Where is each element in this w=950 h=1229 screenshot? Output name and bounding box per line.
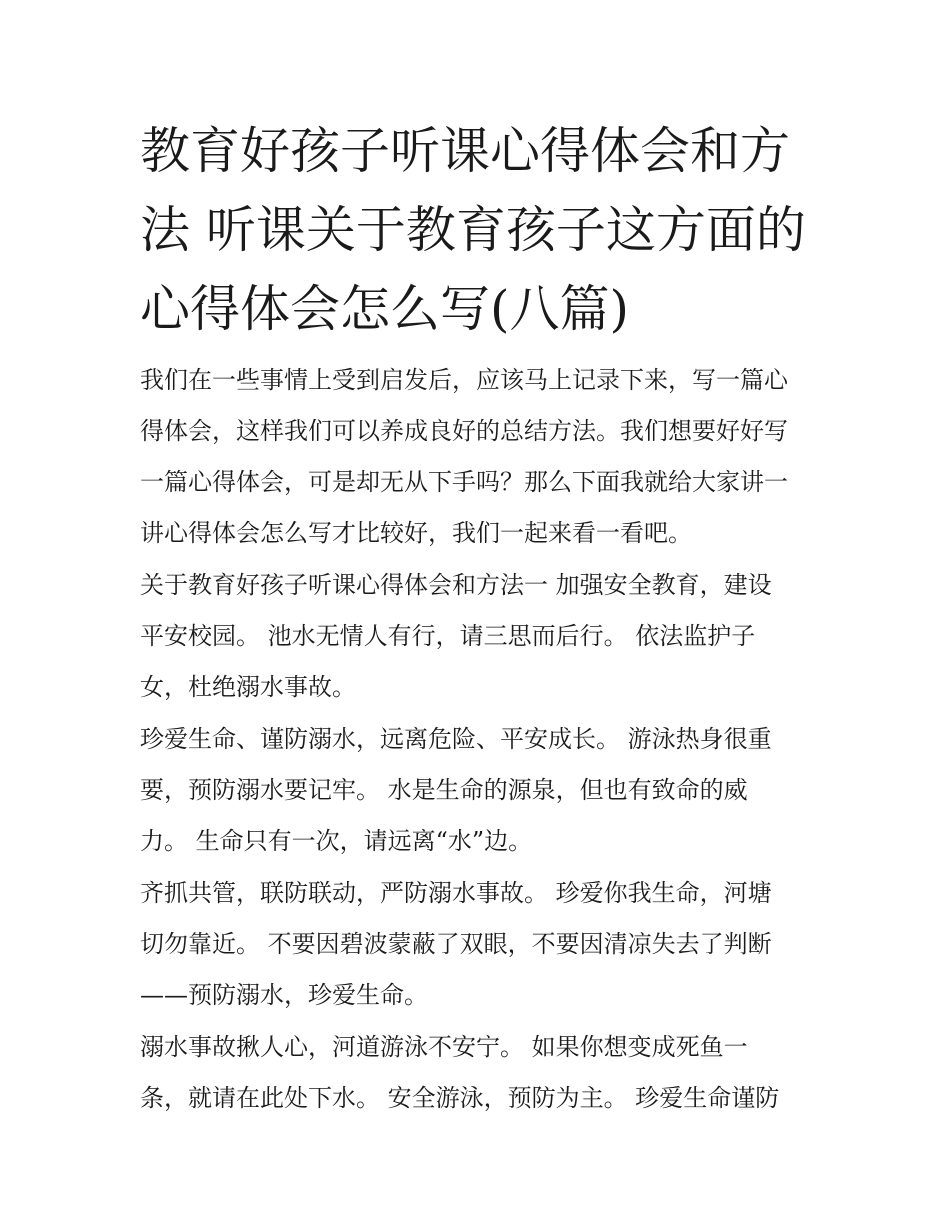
text-line: 力。 生命只有一次，请远离“水”边。	[140, 827, 533, 855]
text-line: 一篇心得体会，可是却无从下手吗？那么下面我就给大家讲一	[140, 468, 788, 496]
paragraph-intro	[140, 355, 830, 559]
paragraph-slogans-three	[140, 1022, 830, 1124]
paragraph-slogans-two	[140, 868, 830, 1021]
text-line: 关于教育好孩子听课心得体会和方法一 加强安全教育，建设	[140, 571, 772, 599]
text-line: 切勿靠近。 不要因碧波蒙蔽了双眼，不要因清凉失去了判断	[140, 930, 772, 958]
text-line: 平安校园。 池水无情人有行，请三思而后行。 依法监护子	[140, 622, 756, 650]
text-line: 条，就请在此处下水。 安全游泳，预防为主。 珍爱生命谨防	[140, 1084, 780, 1112]
text-line: 讲心得体会怎么写才比较好，我们一起来看一看吧。	[140, 519, 692, 547]
paragraph-slogans-one	[140, 714, 830, 867]
text-line: 溺水事故揪人心，河道游泳不安宁。 如果你想变成死鱼一	[140, 1033, 748, 1061]
text-line: 要，预防溺水要记牢。 水是生命的源泉，但也有致命的威	[140, 776, 748, 804]
text-line: 女，杜绝溺水事故。	[140, 673, 356, 701]
document-title	[140, 112, 820, 349]
title-line: 心得体会怎么写(八篇)	[140, 280, 630, 338]
text-line: 我们在一些事情上受到启发后，应该马上记录下来，写一篇心	[140, 366, 788, 394]
text-line: ——预防溺水，珍爱生命。	[140, 981, 428, 1009]
title-line: 法 听课关于教育孩子这方面的	[140, 201, 806, 259]
paragraph-section-one	[140, 560, 830, 713]
text-line: 齐抓共管，联防联动，严防溺水事故。 珍爱你我生命，河塘	[140, 879, 772, 907]
text-line: 珍爱生命、谨防溺水，远离危险、平安成长。 游泳热身很重	[140, 725, 772, 753]
document-body	[140, 355, 830, 1124]
text-line: 得体会，这样我们可以养成良好的总结方法。我们想要好好写	[140, 417, 788, 445]
title-line: 教育好孩子听课心得体会和方	[140, 122, 790, 180]
